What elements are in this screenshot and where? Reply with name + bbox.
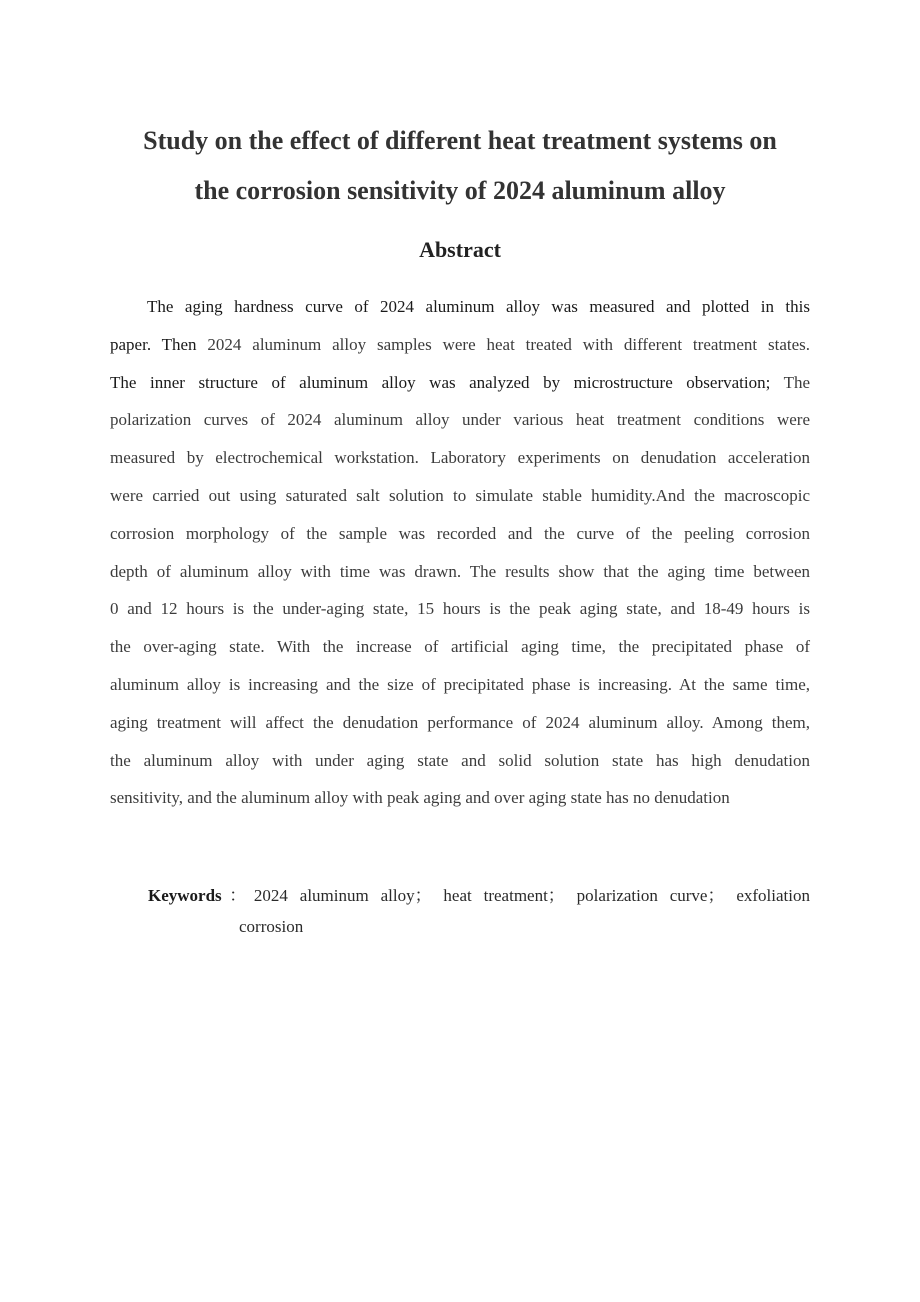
abstract-line-13: the aluminum alloy with under aging state and solid solution state has high denudation xyxy=(110,750,810,770)
abstract-line-2-rest: 2024 aluminum alloy samples were heat treated with different treatment states. xyxy=(196,334,811,354)
abstract-line-6: were carried out using saturated salt solution to simulate stable humidity.And the macroscopic xyxy=(110,485,810,505)
abstract-line-10: the over-aging state. With the increase of artificial aging time, the precipitated phase of xyxy=(110,637,810,657)
keywords-row-1 xyxy=(148,880,810,911)
keywords-list: 2024 aluminum alloy； heat treatment； polarization curve； exfoliation xyxy=(253,886,810,905)
keywords-separator: ： xyxy=(221,886,254,905)
abstract-line-12: aging treatment will affect the denudation performance of 2024 aluminum alloy. Among them, xyxy=(110,712,810,732)
abstract-line-4: polarization curves of 2024 aluminum alloy under various heat treatment conditions were xyxy=(110,410,810,430)
abstract-line-3-start: The inner structure of aluminum alloy was analyzed by microstructure observation; xyxy=(110,372,771,392)
keywords-label: Keywords xyxy=(148,886,222,905)
paper-title xyxy=(80,116,840,216)
keywords-block xyxy=(148,880,810,942)
abstract-line-3-rest: The xyxy=(770,372,811,392)
abstract-line-5: measured by electrochemical workstation. Laboratory experiments on denudation acceleration xyxy=(110,448,810,468)
abstract-line-11: aluminum alloy is increasing and the size of precipitated phase is increasing. At the same time, xyxy=(110,674,810,694)
paper-title-line-1: Study on the effect of different heat treatment systems on xyxy=(143,126,777,155)
abstract-heading: Abstract xyxy=(419,237,501,262)
abstract-line-2-start: paper. Then xyxy=(110,334,197,354)
paper-title-line-2: the corrosion sensitivity of 2024 aluminum alloy xyxy=(194,176,726,205)
abstract-line-7: corrosion morphology of the sample was recorded and the curve of the peeling corrosion xyxy=(110,523,810,543)
abstract-line-1: The aging hardness curve of 2024 aluminum alloy was measured and plotted in this xyxy=(147,297,810,316)
abstract-body xyxy=(110,288,810,817)
keywords-row-2: corrosion xyxy=(239,917,304,936)
abstract-line-9: 0 and 12 hours is the under-aging state, 15 hours is the peak aging state, and 18-49 hours is xyxy=(110,599,810,619)
abstract-line-3 xyxy=(110,364,810,402)
abstract-line-8: depth of aluminum alloy with time was drawn. The results show that the aging time between xyxy=(110,561,810,581)
abstract-line-2 xyxy=(110,326,810,364)
abstract-line-14: sensitivity, and the aluminum alloy with peak aging and over aging state has no denudation xyxy=(110,788,730,808)
